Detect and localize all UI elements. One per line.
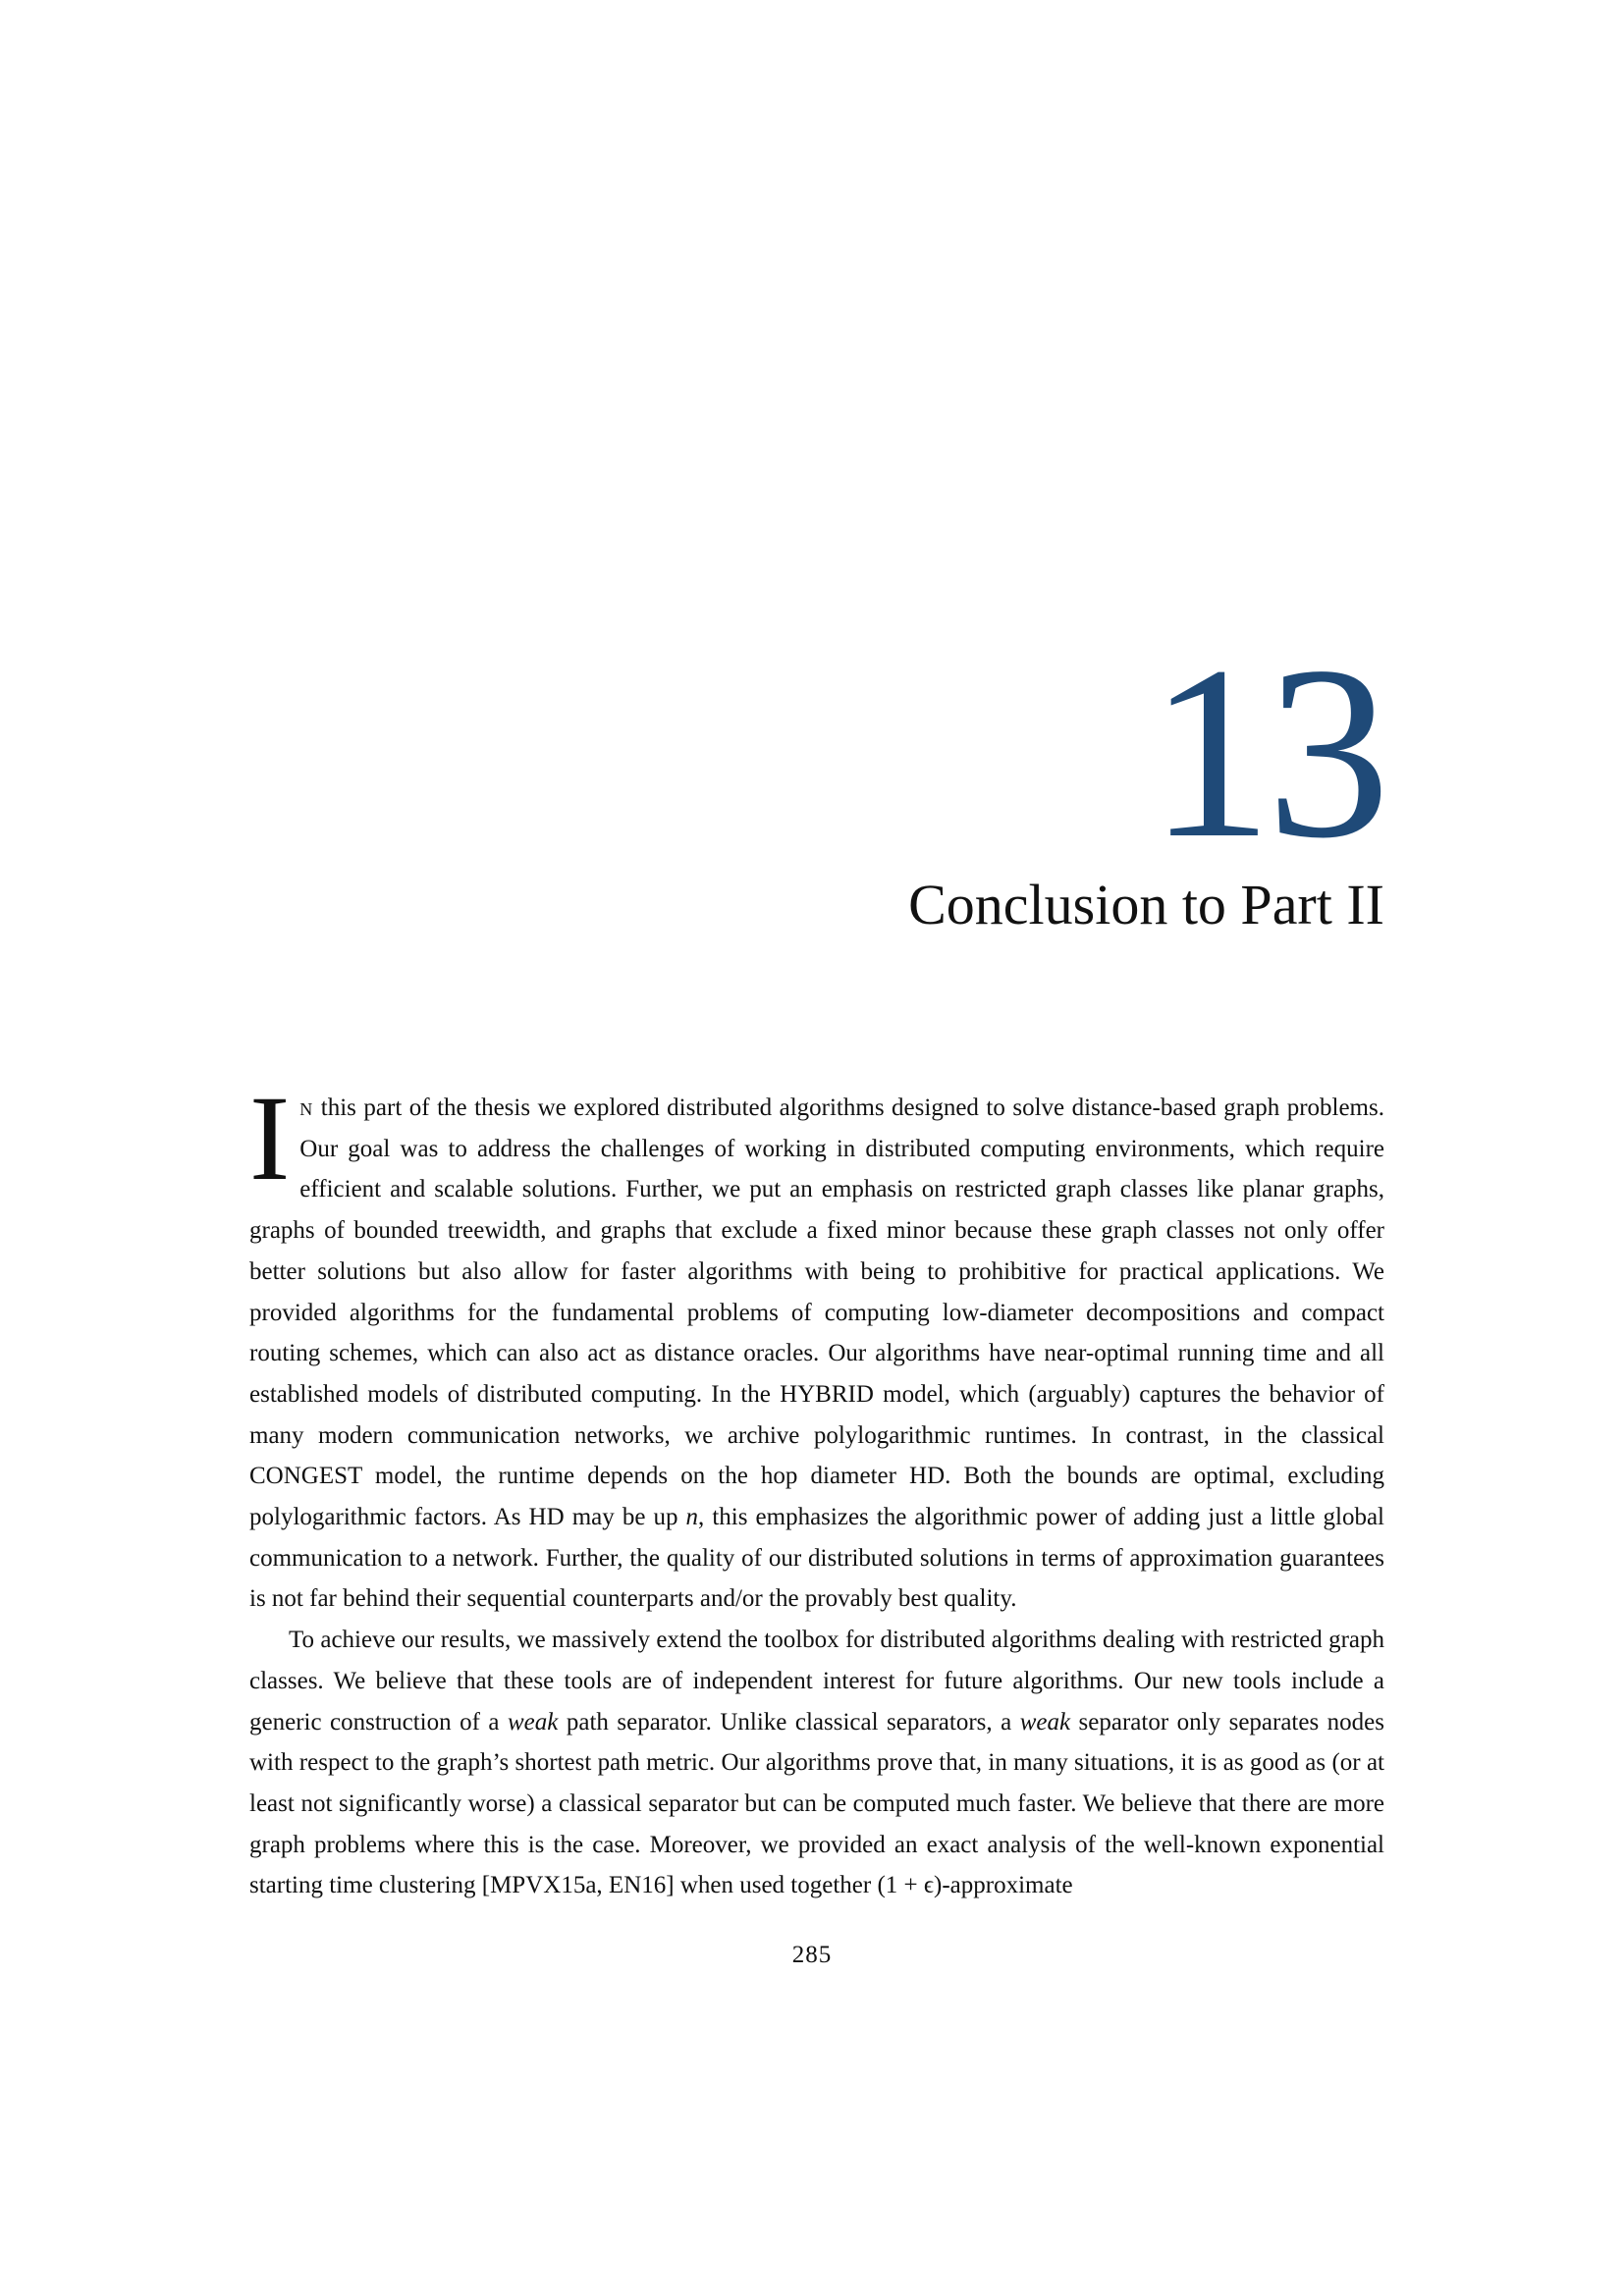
paragraph-1-text-end: , this emphasizes the algorithmic power of adding just a little global communication to a network. Further, the quality of our distributed solutions in terms of approximation guarantees is not far behind their sequential counterparts and/or the provably best quality. xyxy=(249,1504,1384,1613)
drop-cap: I xyxy=(249,1071,291,1205)
paragraph-2-part-3: separator only separates nodes with respect to the graph’s shortest path metric. Our algorithms prove that, in many situations, it is as good as (or at least not significantly worse) a classical separator but can be computed much faster. We believe that there are more graph problems where this is the case. Moreover, we provided an exact analysis of the well-known exponential starting time clustering [MPVX15a, EN16] when used together xyxy=(249,1708,1385,1899)
math-n: n xyxy=(685,1504,699,1531)
chapter-body xyxy=(249,1071,1385,1906)
paragraph-2-part-4: -approximate xyxy=(942,1872,1073,1899)
paragraph-2-part-2: path separator. Unlike classical separators, a xyxy=(558,1708,1020,1735)
smallcaps-lead: n xyxy=(299,1095,314,1121)
page-number: 285 xyxy=(791,1942,833,1968)
paragraph-2 xyxy=(249,1620,1384,1906)
paragraph-1 xyxy=(249,1071,1384,1620)
paragraph-2-part-1: To achieve our results, we massively extend the toolbox for distributed algorithms dealing with restricted graph classes. We believe that these tools are of independent interest for future algorithms. Our new tools include a generic construction of a xyxy=(249,1627,1384,1735)
emphasis-weak-2: weak xyxy=(1019,1708,1071,1735)
paragraph-1-text: this part of the thesis we explored distributed algorithms designed to solve distance-based graph problems. Our goal was to address the challenges of working in distributed computing environments, which require efficient and scalable solutions. Further, we put an emphasis on restricted graph classes like planar graphs, graphs of bounded treewidth, and graphs that exclude a fixed minor because these graph classes not only offer better solutions but also allow for faster algorithms with being to prohibitive for practical applications. We provided algorithms for the fundamental problems of computing low-diameter decompositions and compact routing schemes, which can also act as distance oracles. Our algorithms have near-optimal running time and all established models of distributed computing. In the HYBRID model, which (arguably) captures the behavior of many modern communication networks, we archive polylogarithmic runtimes. In contrast, in the classical CONGEST model, the runtime depends on the hop diameter HD. Both the bounds are optimal, excluding polylogarithmic factors. As HD may be up xyxy=(249,1095,1384,1531)
chapter-title: Conclusion to Part II xyxy=(908,873,1384,936)
math-one-plus-epsilon: (1 + ϵ) xyxy=(877,1872,943,1899)
emphasis-weak-1: weak xyxy=(508,1708,559,1735)
chapter-number: 13 xyxy=(1149,614,1384,889)
